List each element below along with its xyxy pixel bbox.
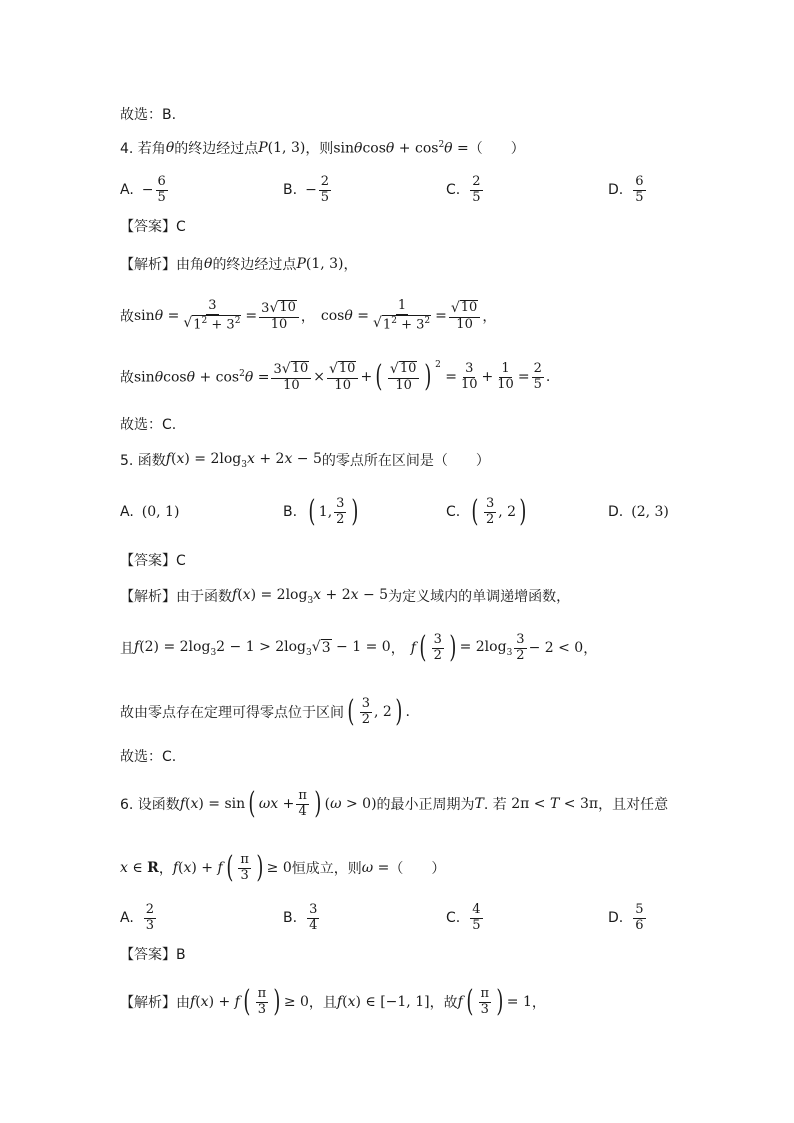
q5-explanation-3: 故由零点存在定理可得零点位于区间 ( $\frac{3}{2}$ , 2 ) .	[120, 694, 410, 729]
question-5-stem: 5. 函数 $f(x) = 2\log_3x + 2x - 5$ 的零点所在区间是（ ）	[120, 450, 490, 470]
math-point: P(1, 3)	[258, 140, 306, 156]
q5-select: 故选：C.	[120, 749, 177, 765]
q6-option-d[interactable]: D. $\frac{5}{6}$	[608, 901, 644, 933]
q4-option-a[interactable]: A. − $\frac{6}{5}$	[120, 173, 166, 205]
q5-option-b[interactable]: B. ( 1, $\frac{3}{2}$ )	[283, 494, 359, 529]
q4-option-b[interactable]: B. − $\frac{2}{5}$	[283, 173, 330, 205]
q6-answer: 【答案】B	[120, 947, 186, 963]
math-expression: $\sin\theta\cos\theta + \cos^2\theta$ =	[333, 139, 469, 157]
math-theta: θ	[165, 140, 175, 156]
q5-option-a[interactable]: A. (0, 1)	[120, 504, 180, 520]
q4-answer: 【答案】C	[120, 219, 186, 235]
question-4-stem: 4. 若角 θ 的终边经过点 P(1, 3) ，则 $\sin\theta\cos\theta + \cos^2\theta$ = （ ）	[120, 139, 525, 157]
answer-select-line: 故选：B.	[120, 107, 177, 123]
q4-option-d[interactable]: D. $\frac{6}{5}$	[608, 173, 644, 205]
q5-explanation-2: 且 $f(2) = 2\log_32 - 1 > 2\log_3$ √ 3 − 1 = 0 ， f ( $\frac{3}{2}$ ) = $2\log_3$ $\frac{3}{2}$ − 2 < 0 ，	[120, 630, 598, 665]
q5-option-d[interactable]: D. (2, 3)	[608, 504, 669, 520]
q6-option-c[interactable]: C. $\frac{4}{5}$	[446, 901, 481, 933]
q4-explanation-1: 【解析】由角 θ 的终边经过点 P(1, 3) ，	[120, 256, 358, 273]
question-6-stem-2: x ∈ R ， f(x) + f ( $\frac{\pi}{3}$ ) ≥ 0 恒成立，则 ω = （ ）	[120, 850, 446, 885]
q6-explanation-1: 【解析】由 f(x) + f ( $\frac{\pi}{3}$ ) ≥ 0 ，且 f(x) ∈ [−1, 1] ，故 f ( $\frac{\pi}{3}$ ) = 1 ，	[120, 984, 546, 1019]
q6-option-b[interactable]: B. $\frac{3}{4}$	[283, 901, 318, 933]
q4-option-c[interactable]: C. $\frac{2}{5}$	[446, 173, 481, 205]
q4-select: 故选：C.	[120, 417, 177, 433]
q6-option-a[interactable]: A. $\frac{2}{3}$	[120, 901, 155, 933]
q4-explanation-3: 故 $\sin\theta\cos\theta + \cos^2\theta$ = 3 √ 10 10 × √ 10 10 + ( √ 10 10 ) $^2$ = $\frac{3}{10}$ + $\frac{1}{10}$ = $\frac{2}{5}$ .	[120, 359, 551, 394]
q5-option-c[interactable]: C. ( $\frac{3}{2}$ , 2 )	[446, 494, 527, 529]
question-6-stem-1: 6. 设函数 f(x) = sin ( ωx + $\frac{\pi}{4}$ ) (ω > 0) 的最小正周期为 T . 若 2π < T < 3π ，且对任意	[120, 786, 669, 821]
q5-explanation-1: 【解析】由于函数 $f(x) = 2\log_3x + 2x - 5$ 为定义域内的单调递增函数，	[120, 586, 571, 606]
q4-explanation-2: 故 sinθ = 3 √ $1^2 + 3^2$ = 3 √ 10 10 ， cosθ = 1 √ $1^2 + 3^2$ = √ 10 10 ，	[120, 297, 497, 333]
q5-answer: 【答案】C	[120, 553, 186, 569]
